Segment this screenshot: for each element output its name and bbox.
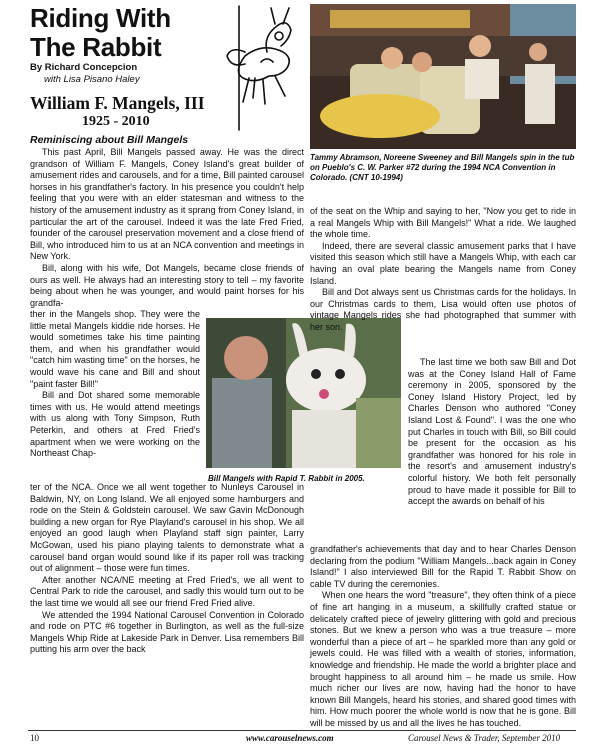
footer-rule: [28, 730, 576, 731]
paragraph: of the seat on the Whip and saying to her, "Now you get to ride in a real Mangels Whip with Bill Mangels!" What a ride. We laughed the whole time.: [310, 206, 576, 240]
obituary-years: 1925 - 2010: [82, 114, 150, 129]
footer-url[interactable]: www.carouselnews.com: [246, 733, 334, 743]
paragraph: Bill and Dot always sent us Christmas cards for the holidays. In our Christmas cards to them, Lisa would often use photos of vintage Mangels rides she had photographed that summer with her son.: [310, 287, 576, 332]
paragraph: Bill, along with his wife, Dot Mangels, became close friends of ours as well. He always had an interesting story to tell – my favorite being about when he was younger, and would paint horses for his grandfa-: [30, 262, 304, 308]
headline-line-1: Riding With: [30, 3, 171, 33]
bill-with-rabbit-photo: [206, 318, 401, 468]
paragraph: Bill and Dot shared some memorable times with us. He would attend meetings with us along with Tony Simpson, Ruth Peterkin, and others at Fred Fried's apartment when we were working on the Northeast Chap-: [30, 390, 200, 459]
body-right-top: [310, 206, 576, 334]
headline-line-2: The Rabbit: [30, 32, 162, 62]
body-left-bottom: [30, 482, 304, 656]
byline-coauthor: with Lisa Pisano Haley: [44, 74, 140, 85]
caption-mid-photo: Bill Mangels with Rapid T. Rabbit in 2005.: [208, 474, 365, 483]
byline: By Richard Concepcion: [30, 62, 138, 73]
body-right-bottom: [310, 544, 576, 730]
rabbit-on-horse-illustration: [205, 4, 305, 132]
caption-top-photo: Tammy Abramson, Noreene Sweeney and Bill Mangels spin in the tub on Pueblo's C. W. Parker #72 during the 1994 NCA Convention in Colorado. (CNT 10-1994): [310, 153, 575, 182]
paragraph: We attended the 1994 National Carousel Convention in Colorado and rode on PTC #6 together in Burlington, as well as the full-size Mangels Whip Ride at Lakeside Park in Denver. Lisa remembers Bill putting his arm over the back: [30, 609, 304, 655]
article-subhead: Reminiscing about Bill Mangels: [30, 134, 189, 146]
paragraph: When one hears the word "treasure", they often think of a piece of fine art hanging in a museum, a skillfully crafted statue or delicately crafted piece of jewelry glittering with gold and precious stones. But we knew a person who was a true treasure – more wonderful than a piece of art – he sparkled more than any gold or jewels could. He was filled with a wealth of stories, information, knowledge and friendship. He made the world a brighter place and brought happiness to all around him – he made us smile. How much richer our lives are now, having had the honor to have known Bill Mangels, heard his stories, and shared good times with him. How much poorer the whole world is now that he is gone. Bill will be missed by us and all the lives he has touched.: [310, 590, 576, 728]
paragraph: ter of the NCA. Once we all went together to Nunleys Carousel in Baldwin, NY, on Long Island. We all enjoyed some hamburgers and rode on the Stein & Goldstein carousel. We saw Gavin McDonough building a new organ for Rye Playland's carousel in his shop. We all enjoyed an good laugh when Playland staff sign painter, Larry McGowan, used his piano playing talents to demonstrate what a carousel band organ would sound like if its paper roll was tracking out of alignment – those were fun times.: [30, 482, 304, 574]
paragraph: This past April, Bill Mangels passed away. He was the direct grandson of William F. Mangels, Coney Island's great builder of amusement rides and carousels, and for a time, Bill painted carousel horses in his grandfather's factory. In his presence you couldn't help feeling that you were with an elder statesman and witness to the history of the amusement industry as it sprang from Coney Island, in particular the art of the carousel. Indeed it was the late Fred Fried, founder of the carousel preservation movement and a close friend of Bill, who introduced him to us at an NCA convention and meetings in New York.: [30, 147, 304, 262]
headline: [30, 4, 171, 62]
body-left-top: [30, 147, 304, 309]
footer-publication: Carousel News & Trader, September 2010: [408, 733, 561, 743]
body-left-wrap: [30, 309, 200, 460]
body-right-wrap: [408, 357, 576, 508]
paragraph: ther in the Mangels shop. They were the little metal Mangels kiddie ride horses. He would sometimes take his time painting them, and when his grandfather would "catch him wasting time" on the horses, he would wave his cane and Bill and shout "paint faster Bill!": [30, 309, 200, 389]
paragraph: Indeed, there are several classic amusement parks that I have visited this season which still have a Mangels Whip, with each car having an oval plate bearing the Mangels name from Coney Island.: [310, 240, 576, 286]
page-number: 10: [30, 733, 39, 743]
carousel-tub-photo: [310, 4, 576, 149]
obituary-name: William F. Mangels, III: [30, 93, 205, 113]
paragraph: The last time we both saw Bill and Dot was at the Coney Island Hall of Fame ceremony in 2005, sponsored by the Coney Island History Project, led by Charles Denson who authored "Coney Island Lost & Found". I was the one who put Charles in touch with Bill, so Bill could be present for the occasion as his grandfather was honored for his role in the resort's and amusement industry's colorful history. We both felt personally proud to have made it possible for Bill to accept the awards on behalf of his: [408, 357, 576, 507]
paragraph: grandfather's achievements that day and to hear Charles Denson declaring from the podium "William Mangels...back again in Coney Island!" I also interviewed Bill for the Rapid T. Rabbit Show on cable TV during the ceremonies.: [310, 544, 576, 589]
paragraph: After another NCA/NE meeting at Fred Fried's, we all went to Central Park to ride the carousel, and sadly this would turn out to be the last time we would all see our friend Fred Fried alive.: [30, 574, 304, 608]
